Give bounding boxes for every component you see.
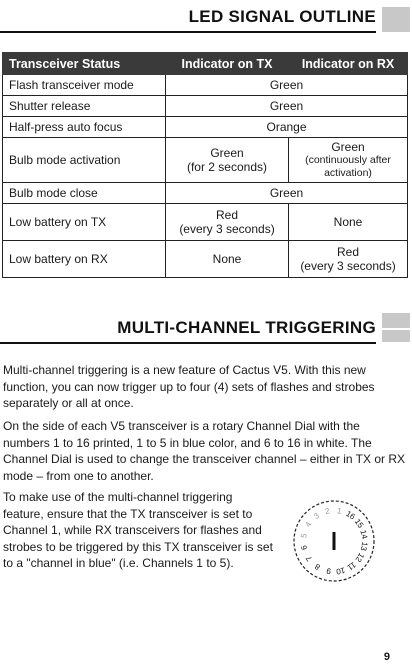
dial-number: 8 [313,561,322,572]
grey-tab-block [382,313,410,328]
dial-number: 13 [358,541,370,552]
status-cell: Low battery on RX [3,241,166,278]
indicator-color: Green [210,146,244,160]
status-cell: Bulb mode close [3,183,166,204]
table-row [3,183,408,204]
grey-tab-block [382,330,410,342]
dial-number: 14 [358,529,370,540]
indicator-note: (for 2 seconds) [186,160,268,174]
dial-number: 9 [325,566,332,576]
indicator-note: (continuously after activation) [305,154,391,179]
table-row [3,75,408,96]
table-row [3,117,408,138]
dial-number: 12 [353,551,366,564]
dial-number: 7 [304,554,314,563]
dial-number: 15 [352,517,366,530]
dial-number: 16 [344,509,357,522]
indicator-cell-rx: None [289,204,408,241]
column-header: Indicator on RX [289,53,408,75]
dial-number: 11 [345,559,358,573]
indicator-cell-rx [289,241,408,278]
dial-number: 3 [312,511,321,521]
dial-number: 5 [299,532,309,539]
status-cell: Flash transceiver mode [3,75,166,96]
heading-underline [0,31,376,33]
table-row [3,96,408,117]
indicator-cell-tx [166,204,289,241]
paragraph-setup: To make use of the multi-channel triggering feature, ensure that the TX transceiver is set to Channel 1, while RX transceivers for flashes and strobes to be triggered by this TX transceiver is set to a "channel in blue" (i.e. Channels 1 to 5). [3,490,273,570]
channel-dial-illustration [289,496,379,586]
column-header: Indicator on TX [166,53,289,75]
page-number: 9 [383,651,390,663]
dial-number: 2 [324,506,331,517]
indicator-cell: Green [166,183,408,204]
status-cell: Low battery on TX [3,204,166,241]
section-title-led: LED SIGNAL OUTLINE [188,7,376,26]
indicator-note: (every 3 seconds) [300,259,396,273]
section-title-multichannel: MULTI-CHANNEL TRIGGERING [117,318,376,337]
indicator-cell-rx [289,138,408,183]
table-row [3,241,408,278]
heading-underline [0,342,376,344]
indicator-note: (every 3 seconds) [179,222,275,236]
table-header-row [3,53,408,75]
indicator-color: Red [215,208,238,222]
indicator-cell-tx: None [166,241,289,278]
paragraph-channel-dial: On the side of each V5 transceiver is a rotary Channel Dial with the numbers 1 to 16 printed, 1 to 5 in blue color, and 6 to 16 in white. The Channel Dial is used to change the transceiver channel – either in TX or RX mode – from one to another. [3,419,406,483]
indicator-cell: Green [166,96,408,117]
column-header: Transceiver Status [3,53,166,75]
paragraph-intro: Multi-channel triggering is a new feature of Cactus V5. With this new function, you can now trigger up to four (4) sets of flashes and strobes separately or all at once. [3,363,375,410]
dial-number: 1 [336,506,343,516]
indicator-color: Red [336,245,359,259]
indicator-cell: Orange [166,117,408,138]
dial-number: 10 [335,565,346,577]
table-row [3,138,408,183]
indicator-color: Green [331,140,365,154]
status-cell: Half-press auto focus [3,117,166,138]
grey-tab-block [382,7,410,32]
led-signal-table [2,52,408,278]
status-cell: Shutter release [3,96,166,117]
dial-number: 6 [299,544,310,551]
status-cell: Bulb mode activation [3,138,166,183]
dial-number: 4 [303,520,314,529]
indicator-cell: Green [166,75,408,96]
table-row [3,204,408,241]
dial-pointer [333,532,336,550]
indicator-cell-tx [166,138,289,183]
